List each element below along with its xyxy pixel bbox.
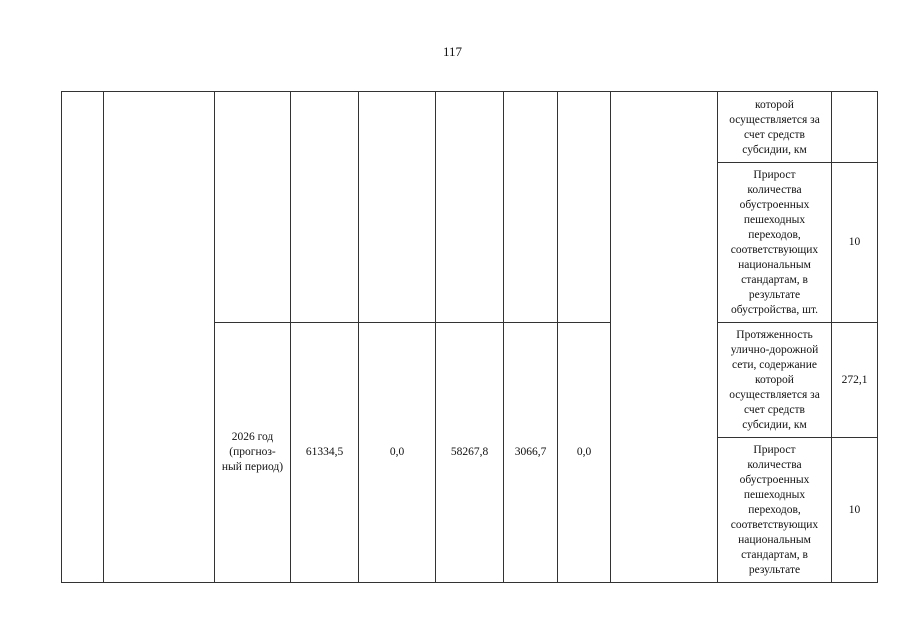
other-cell-2026: 0,0 bbox=[558, 323, 611, 583]
federal-cell-2026: 0,0 bbox=[359, 323, 436, 583]
period-cell-2025 bbox=[215, 92, 291, 323]
local-cell-2025 bbox=[504, 92, 558, 323]
indicator-value-cell: 10 bbox=[832, 163, 878, 323]
indicator-value-cell: 272,1 bbox=[832, 323, 878, 438]
period-cell-2026: 2026 год (прогноз- ный период) bbox=[215, 323, 291, 583]
executor-cell bbox=[611, 92, 718, 583]
regional-cell-2026: 58267,8 bbox=[436, 323, 504, 583]
measure-name-cell bbox=[104, 92, 215, 583]
federal-cell-2025 bbox=[359, 92, 436, 323]
page-number: 117 bbox=[442, 44, 463, 59]
program-table bbox=[61, 91, 878, 583]
number-cell bbox=[62, 92, 104, 583]
table-row bbox=[62, 92, 878, 163]
indicator-name-cell: которой осуществляется за счет средств субсидии, км bbox=[718, 92, 832, 163]
other-cell-2025 bbox=[558, 92, 611, 323]
indicator-value-cell bbox=[832, 92, 878, 163]
indicator-value-cell: 10 bbox=[832, 438, 878, 583]
local-cell-2026: 3066,7 bbox=[504, 323, 558, 583]
indicator-name-cell: Протяженность улично-дорожной сети, содержание которой осуществляется за счет средств субсидии, км bbox=[718, 323, 832, 438]
total-cell-2026: 61334,5 bbox=[291, 323, 359, 583]
total-cell-2025 bbox=[291, 92, 359, 323]
regional-cell-2025 bbox=[436, 92, 504, 323]
indicator-name-cell: Прирост количества обустроенных пешеходных переходов, соответствующих национальным стандартам, в результате bbox=[718, 438, 832, 583]
indicator-name-cell: Прирост количества обустроенных пешеходных переходов, соответствующих национальным стандартам, в результате обустройства, шт. bbox=[718, 163, 832, 323]
